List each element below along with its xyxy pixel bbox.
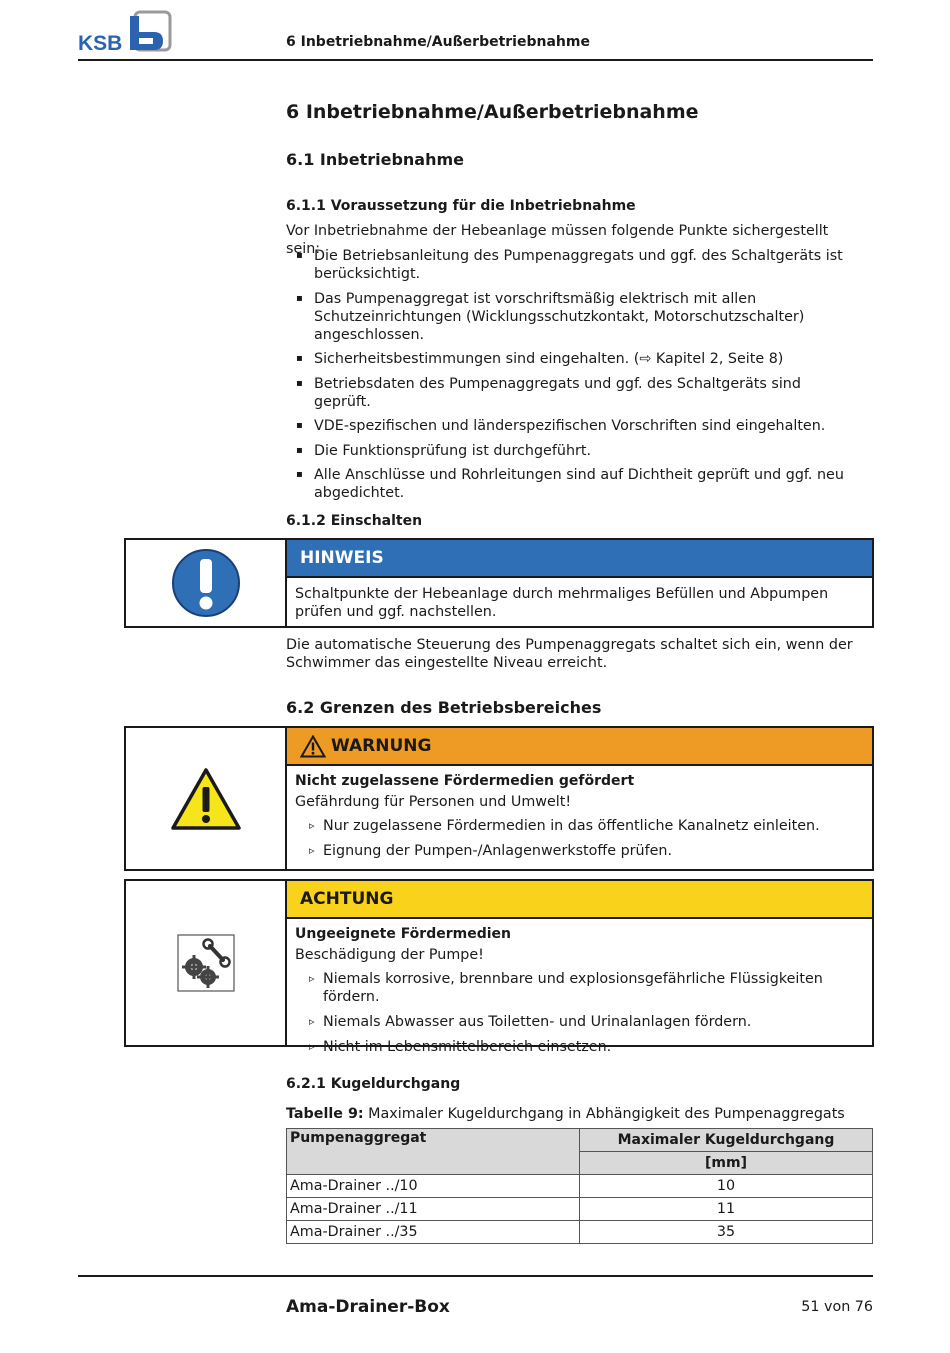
warnung-subtitle: Gefährdung für Personen und Umwelt!	[295, 794, 572, 810]
hinweis-text: Schaltpunkte der Hebeanlage durch mehrmaliges Befüllen und Abpumpen prüfen und ggf. nachstellen.	[295, 586, 829, 620]
achtung-header: ACHTUNG	[287, 881, 872, 919]
achtung-notice-box	[124, 879, 874, 1055]
hinweis-header: HINWEIS	[287, 540, 872, 578]
section-6-1-2-heading: 6.1.2 Einschalten	[286, 513, 423, 529]
section-6-1-1-heading: 6.1.1 Voraussetzung für die Inbetriebnahme	[286, 198, 636, 214]
achtung-actions	[295, 970, 864, 1056]
mandatory-exclamation-icon	[171, 548, 241, 618]
footer-product-name: Ama-Drainer-Box	[286, 1297, 450, 1317]
achtung-body	[295, 925, 864, 1063]
header-divider	[78, 59, 873, 61]
table-cell-value: 11	[580, 1198, 873, 1221]
section-6-1-heading: 6.1 Inbetriebnahme	[286, 150, 464, 169]
achtung-title: Ungeeignete Fördermedien	[295, 926, 511, 942]
page-number: 51 von 76	[801, 1299, 873, 1315]
warnung-title: Nicht zugelassene Fördermedien gefördert	[295, 773, 635, 789]
header-chapter-title: 6 Inbetriebnahme/Außerbetriebnahme	[286, 34, 590, 50]
prerequisites-intro: Vor Inbetriebnahme der Hebeanlage müssen folgende Punkte sichergestellt sein:	[286, 223, 829, 257]
table-header-row	[287, 1129, 873, 1152]
prerequisites-list	[296, 247, 856, 509]
table-cell-pump: Ama-Drainer ../11	[287, 1198, 580, 1221]
ksb-logo	[78, 8, 178, 54]
table-cell-pump: Ama-Drainer ../35	[287, 1221, 580, 1244]
table-cell-value: 35	[580, 1221, 873, 1244]
ball-passage-table	[286, 1128, 873, 1244]
list-item: ▹ Nicht im Lebensmittelbereich einsetzen.	[309, 1038, 864, 1056]
table-row	[287, 1221, 873, 1244]
table-caption-text: Maximaler Kugeldurchgang in Abhängigkeit des Pumpenaggregats	[363, 1106, 845, 1122]
switch-on-text: Die automatische Steuerung des Pumpenaggregats schaltet sich ein, wenn der Schwimmer das eingestellte Niveau erreicht.	[286, 637, 853, 671]
list-item: ▹ Nur zugelassene Fördermedien in das öffentliche Kanalnetz einleiten.	[309, 817, 864, 835]
warning-small-icon	[300, 735, 326, 758]
logo-text: KSB	[78, 32, 123, 55]
list-item: ▪ Das Pumpenaggregat ist vorschriftsmäßig elektrisch mit allen Schutzeinrichtungen (Wicklungsschutzkontakt, Motorschutzschalter) angeschlossen.	[296, 290, 856, 344]
ksb-logo-mark-icon	[127, 10, 173, 54]
chapter-heading: 6 Inbetriebnahme/Außerbetriebnahme	[286, 101, 699, 123]
table-caption-label: Tabelle 9:	[286, 1106, 364, 1122]
list-item: ▹ Niemals Abwasser aus Toiletten- und Urinalanlagen fördern.	[309, 1013, 864, 1031]
machine-damage-icon	[177, 934, 235, 992]
table-cell-pump: Ama-Drainer ../10	[287, 1175, 580, 1198]
notice-icon-cell	[126, 540, 287, 626]
list-item: ▹ Eignung der Pumpen-/Anlagenwerkstoffe prüfen.	[309, 842, 864, 860]
warnung-body	[295, 772, 864, 867]
achtung-icon-cell	[126, 881, 287, 1045]
list-item: ▪ VDE-spezifischen und länderspezifischen Vorschriften sind eingehalten.	[296, 417, 856, 435]
table-cell-value: 10	[580, 1175, 873, 1198]
footer-divider	[78, 1275, 873, 1277]
column-header-ball-passage: Maximaler Kugeldurchgang	[580, 1129, 873, 1152]
list-item: ▹ Niemals korrosive, brennbare und explosionsgefährliche Flüssigkeiten fördern.	[309, 970, 864, 1006]
list-item: ▪ Sicherheitsbestimmungen sind eingehalten. (⇨ Kapitel 2, Seite 8)	[296, 350, 856, 368]
warnung-label: WARNUNG	[331, 736, 432, 756]
warnung-actions	[295, 817, 864, 860]
achtung-subtitle: Beschädigung der Pumpe!	[295, 947, 484, 963]
column-header-unit: [mm]	[580, 1152, 873, 1175]
hinweis-notice-box	[124, 538, 874, 628]
section-6-2-1-heading: 6.2.1 Kugeldurchgang	[286, 1076, 461, 1092]
warnung-notice-box	[124, 726, 874, 871]
list-item: ▪ Die Betriebsanleitung des Pumpenaggregats und ggf. des Schaltgeräts ist berücksichtigt.	[296, 247, 856, 283]
warning-icon-cell	[126, 728, 287, 869]
section-6-2-heading: 6.2 Grenzen des Betriebsbereiches	[286, 698, 602, 717]
warning-triangle-icon	[170, 767, 242, 831]
list-item: ▪ Betriebsdaten des Pumpenaggregats und ggf. des Schaltgeräts sind geprüft.	[296, 375, 856, 411]
warnung-header	[287, 728, 872, 766]
column-header-pump: Pumpenaggregat	[287, 1129, 580, 1175]
table-row	[287, 1175, 873, 1198]
table-caption	[286, 1106, 845, 1122]
list-item: ▪ Die Funktionsprüfung ist durchgeführt.	[296, 442, 856, 460]
table-row	[287, 1198, 873, 1221]
list-item: ▪ Alle Anschlüsse und Rohrleitungen sind auf Dichtheit geprüft und ggf. neu abgedichtet.	[296, 466, 856, 502]
